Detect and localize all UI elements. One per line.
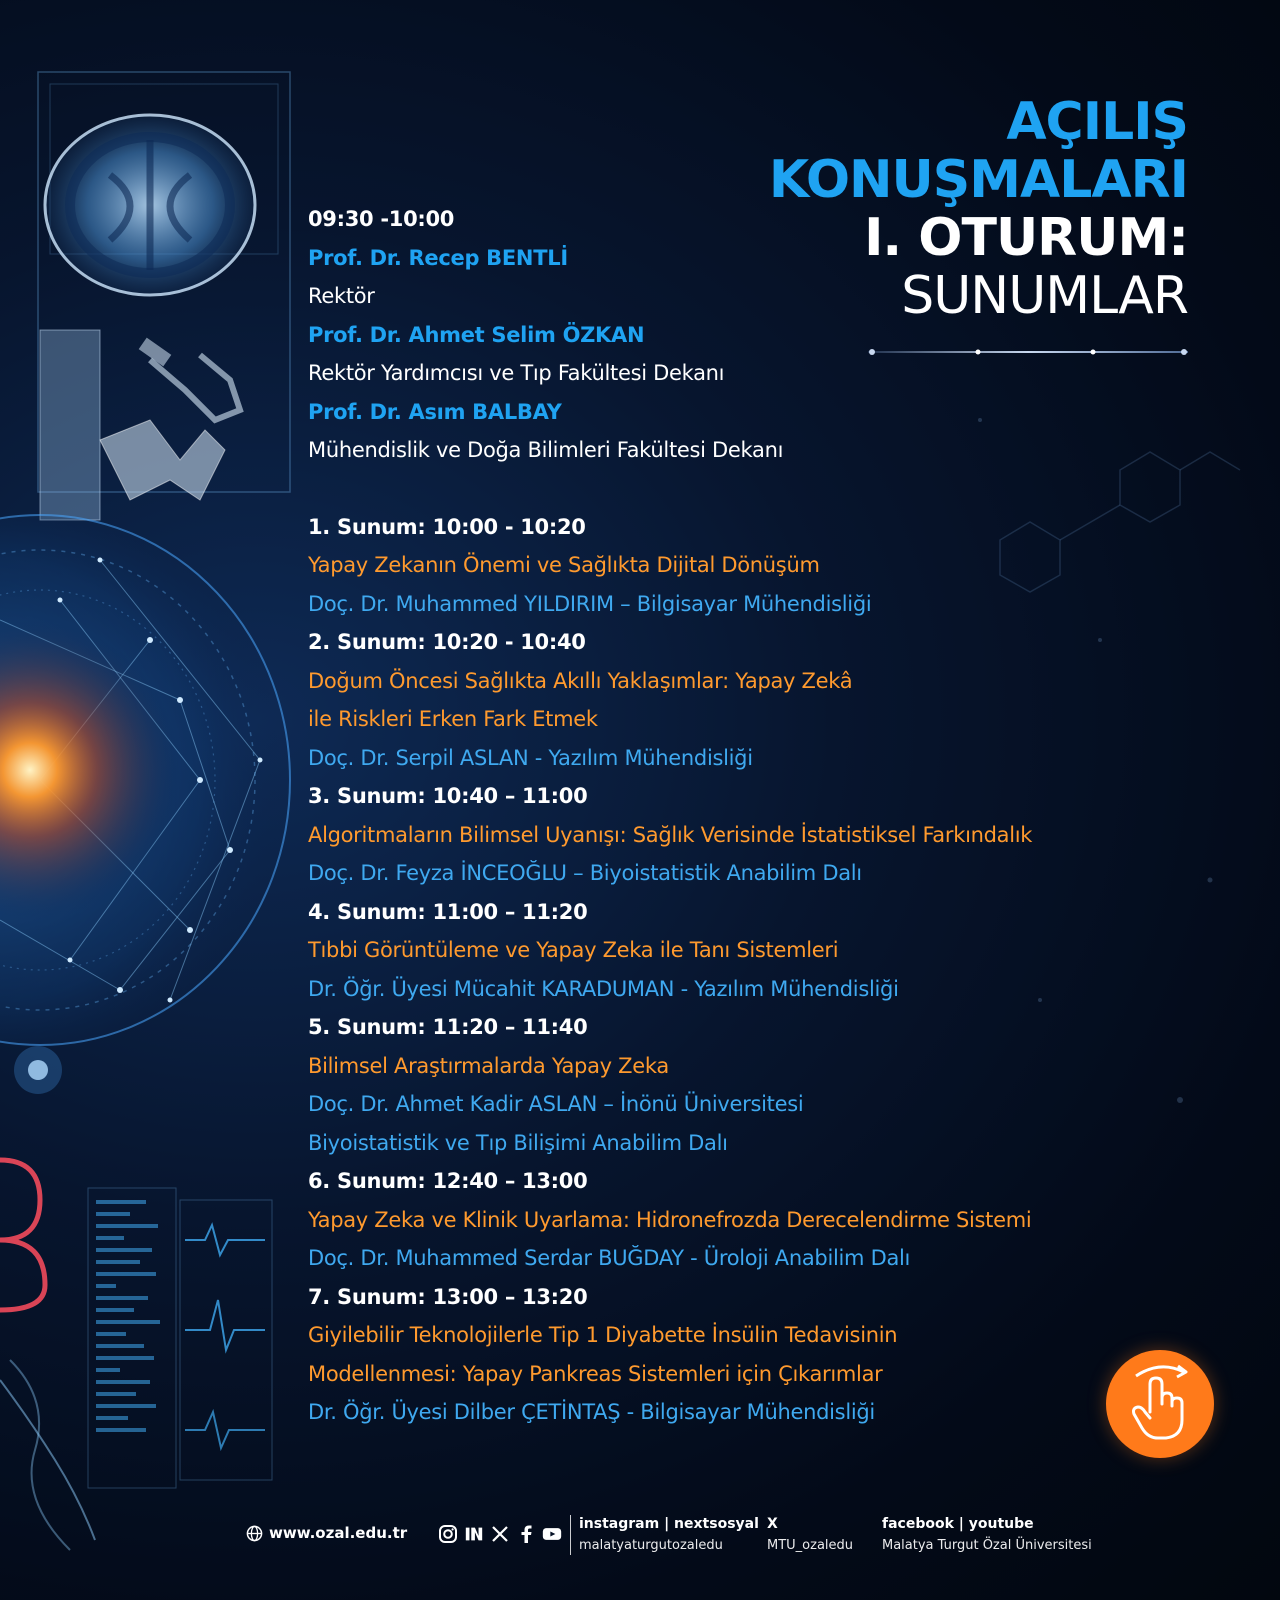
session-speaker: Doç. Dr. Muhammed Serdar BUĞDAY - Üroloji Anabilim Dalı bbox=[308, 1246, 911, 1270]
instagram-icon[interactable] bbox=[438, 1524, 458, 1544]
session-speaker: Doç. Dr. Ahmet Kadir ASLAN – İnönü Üniversitesi bbox=[308, 1092, 804, 1116]
nextsosyal-icon[interactable] bbox=[464, 1524, 484, 1544]
swipe-button[interactable] bbox=[1106, 1350, 1214, 1458]
footer-x[interactable] bbox=[767, 1514, 853, 1556]
title-opening: AÇILIŞ bbox=[1006, 92, 1188, 152]
session-topic: Algoritmaların Bilimsel Uyanışı: Sağlık Verisinde İstatistiksel Farkındalık bbox=[308, 822, 1033, 847]
speaker-name: Prof. Dr. Asım BALBAY bbox=[308, 399, 562, 424]
session-speaker: Dr. Öğr. Üyesi Dilber ÇETİNTAŞ - Bilgisayar Mühendisliği bbox=[308, 1400, 875, 1424]
speaker-role: Rektör bbox=[308, 284, 375, 308]
session-topic: Modellenmesi: Yapay Pankreas Sistemleri için Çıkarımlar bbox=[308, 1361, 883, 1386]
website-url: www.ozal.edu.tr bbox=[269, 1524, 408, 1542]
x-icon[interactable] bbox=[490, 1524, 510, 1544]
title-speeches: KONUŞMALARI bbox=[768, 150, 1188, 210]
session-heading: 3. Sunum: 10:40 – 11:00 bbox=[308, 784, 588, 808]
session-heading: 2. Sunum: 10:20 - 10:40 bbox=[308, 630, 586, 654]
session-speaker: Doç. Dr. Muhammed YILDIRIM – Bilgisayar Mühendisliği bbox=[308, 591, 872, 616]
footer-instagram[interactable] bbox=[579, 1514, 759, 1556]
speaker-name: Prof. Dr. Recep BENTLİ bbox=[308, 245, 568, 270]
footer-instagram-handle: malatyaturgutozaledu bbox=[579, 1538, 723, 1553]
footer-x-handle: MTU_ozaledu bbox=[767, 1538, 854, 1553]
footer-divider bbox=[570, 1515, 571, 1555]
session-heading: 5. Sunum: 11:20 – 11:40 bbox=[308, 1015, 588, 1039]
footer-facebook-handle: Malatya Turgut Özal Üniversitesi bbox=[882, 1538, 1092, 1553]
speaker-role: Mühendislik ve Doğa Bilimleri Fakültesi Dekanı bbox=[308, 438, 784, 462]
session-heading: 6. Sunum: 12:40 – 13:00 bbox=[308, 1169, 588, 1193]
session-topic: Bilimsel Araştırmalarda Yapay Zeka bbox=[308, 1053, 669, 1078]
session-topic: Yapay Zekanın Önemi ve Sağlıkta Dijital Dönüşüm bbox=[308, 553, 820, 577]
session-speaker: Doç. Dr. Serpil ASLAN - Yazılım Mühendisliği bbox=[308, 745, 753, 770]
session-heading: 4. Sunum: 11:00 – 11:20 bbox=[308, 899, 588, 924]
session-topic: Tıbbi Görüntüleme ve Yapay Zeka ile Tanı Sistemleri bbox=[308, 938, 839, 962]
title-session: I. OTURUM: bbox=[864, 208, 1188, 268]
title-presentations: SUNUMLAR bbox=[901, 266, 1188, 326]
youtube-icon[interactable] bbox=[542, 1524, 562, 1544]
footer-x-heading: X bbox=[767, 1516, 778, 1532]
social-icons bbox=[438, 1524, 562, 1544]
facebook-icon[interactable] bbox=[516, 1524, 536, 1544]
session-heading: 7. Sunum: 13:00 – 13:20 bbox=[308, 1284, 588, 1309]
session-topic: Doğum Öncesi Sağlıkta Akıllı Yaklaşımlar: Yapay Zekâ bbox=[308, 668, 853, 693]
website-link[interactable] bbox=[246, 1524, 407, 1542]
footer-facebook-youtube[interactable] bbox=[882, 1514, 1092, 1556]
hand-swipe-icon bbox=[1106, 1350, 1214, 1458]
session-speaker: Doç. Dr. Feyza İNCEOĞLU – Biyoistatistik Anabilim Dalı bbox=[308, 861, 862, 885]
globe-icon bbox=[246, 1525, 263, 1542]
footer-instagram-heading: instagram | nextsosyal bbox=[579, 1516, 759, 1532]
opening-time: 09:30 -10:00 bbox=[308, 207, 455, 231]
footer bbox=[0, 1512, 1280, 1572]
session-heading: 1. Sunum: 10:00 - 10:20 bbox=[308, 514, 586, 539]
speaker-name: Prof. Dr. Ahmet Selim ÖZKAN bbox=[308, 322, 645, 347]
session-topic: ile Riskleri Erken Fark Etmek bbox=[308, 707, 598, 731]
speaker-role: Rektör Yardımcısı ve Tıp Fakültesi Dekanı bbox=[308, 361, 725, 385]
footer-facebook-heading: facebook | youtube bbox=[882, 1516, 1034, 1532]
session-topic: Yapay Zeka ve Klinik Uyarlama: Hidronefrozda Derecelendirme Sistemi bbox=[308, 1207, 1032, 1232]
program-schedule bbox=[308, 200, 1208, 1432]
session-speaker: Dr. Öğr. Üyesi Mücahit KARADUMAN - Yazılım Mühendisliği bbox=[308, 976, 899, 1001]
session-topic: Giyilebilir Teknolojilerle Tip 1 Diyabette İnsülin Tedavisinin bbox=[308, 1323, 898, 1347]
session-speaker: Biyoistatistik ve Tıp Bilişimi Anabilim Dalı bbox=[308, 1130, 728, 1155]
